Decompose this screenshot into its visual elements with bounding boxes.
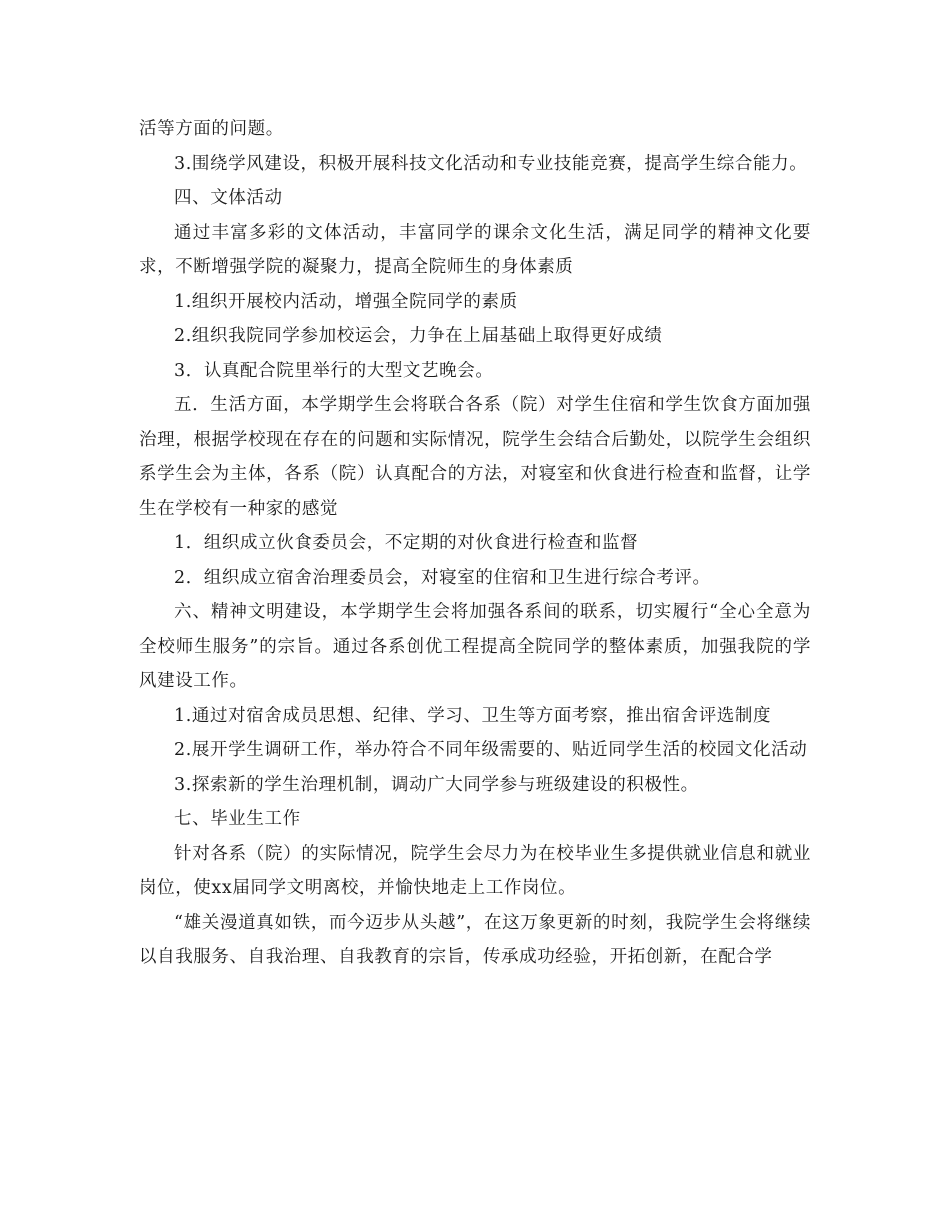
list-item: 3．认真配合院里举行的大型文艺晚会。 — [174, 360, 494, 381]
list-item: 2.展开学生调研工作，举办符合不同年级需要的、贴近同学生活的校园文化活动 — [174, 740, 808, 760]
section-heading: 四、文体活动 — [174, 188, 283, 208]
document-body — [139, 112, 811, 975]
section-heading: 七、毕业生工作 — [174, 809, 301, 829]
paragraph: 3.围绕学风建设，积极开展科技文化活动和专业技能竞赛，提高学生综合能力。 — [174, 153, 808, 174]
paragraph: 针对各系（院）的实际情况，院学生会尽力为在校毕业生多提供就业信息和就业岗位，使xx届同学文明离校，并愉快地走上工作岗位。 — [139, 843, 811, 898]
list-item: 2．组织成立宿舍治理委员会，对寝室的住宿和卫生进行综合考评。 — [174, 567, 711, 588]
section-paragraph: 五．生活方面，本学期学生会将联合各系（院）对学生住宿和学生饮食方面加强治理，根据学校现在存在的问题和实际情况，院学生会结合后勤处，以院学生会组织系学生会为主体，各系（院）认真配合的方法，对寝室和伙食进行检查和监督，让学生在学校有一种家的感觉 — [139, 395, 811, 519]
list-item: 2.组织我院同学参加校运会，力争在上届基础上取得更好成绩 — [174, 326, 663, 346]
list-item: 1.通过对宿舍成员思想、纪律、学习、卫生等方面考察，推出宿舍评选制度 — [174, 705, 772, 726]
paragraph: “雄关漫道真如铁，而今迈步从头越”，在这万象更新的时刻，我院学生会将继续以自我服务、自我治理、自我教育的宗旨，传承成功经验，开拓创新，在配合学 — [139, 912, 811, 967]
section-paragraph: 六、精神文明建设，本学期学生会将加强各系间的联系，切实履行“全心全意为全校师生服务”的宗旨。通过各系创优工程提高全院同学的整体素质，加强我院的学风建设工作。 — [139, 602, 811, 691]
list-item: 1.组织开展校内活动，增强全院同学的素质 — [174, 291, 518, 312]
paragraph: 活等方面的问题。 — [139, 119, 284, 139]
list-item: 1．组织成立伙食委员会，不定期的对伙食进行检查和监督 — [174, 533, 639, 553]
list-item: 3.探索新的学生治理机制，调动广大同学参与班级建设的积极性。 — [174, 774, 699, 795]
paragraph: 通过丰富多彩的文体活动，丰富同学的课余文化生活，满足同学的精神文化要求，不断增强学院的凝聚力，提高全院师生的身体素质 — [139, 222, 811, 277]
